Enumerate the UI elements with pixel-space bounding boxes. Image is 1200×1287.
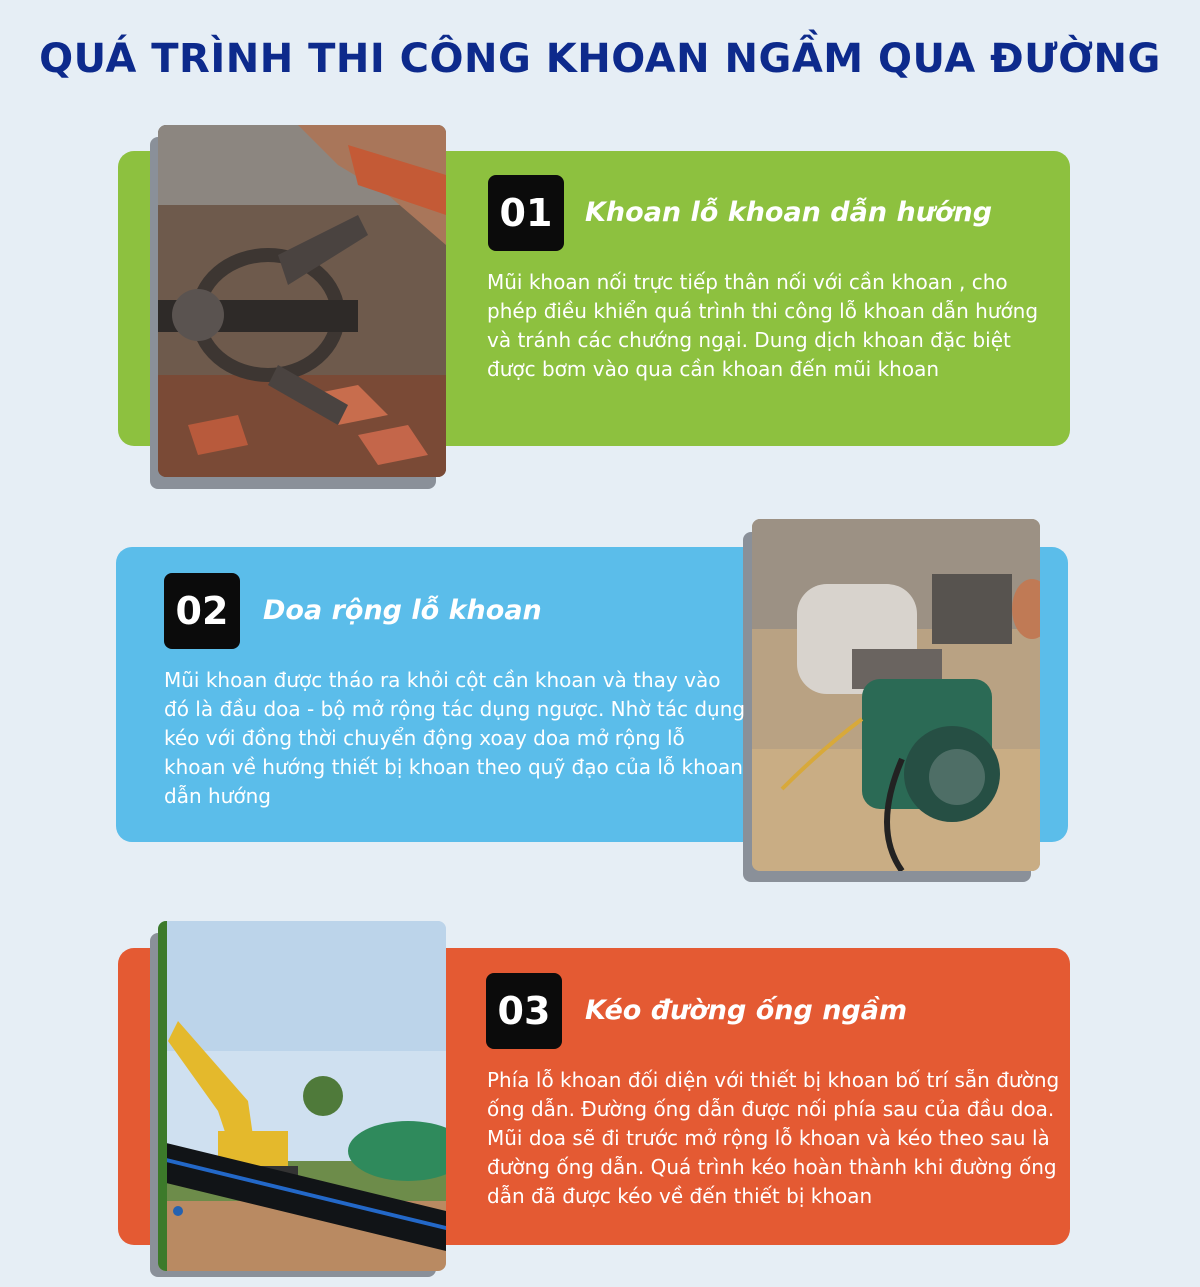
pipe-pulling-photo [158,921,446,1271]
step-1-title: Khoan lỗ khoan dẫn hướng [585,197,993,228]
drill-bit-photo [158,125,446,477]
step-3-description: Phía lỗ khoan đối diện với thiết bị khoan bố trí sẵn đường ống dẫn. Đường ống dẫn được nối phía sau của đầu doa. Mũi doa sẽ đi trước mở rộng lỗ khoan và kéo theo sau là đường ống dẫn. Quá trình kéo hoàn thành khi đường ống dẫn đã được kéo về đến thiết bị khoan [487,1068,1060,1208]
step-3-number-badge: 03 [486,973,562,1049]
step-2-description: Mũi khoan được tháo ra khỏi cột cần khoan và thay vào đó là đầu doa - bộ mở rộng tác dụng ngược. Nhờ tác dụng kéo với đồng thời chuyển động xoay doa mở rộng lỗ khoan về hướng thiết bị khoan theo quỹ đạo của lỗ khoan dẫn hướng [164,668,746,808]
reamer-photo [752,519,1040,871]
step-1-description: Mũi khoan nối trực tiếp thân nối với cần khoan , cho phép điều khiển quá trình thi công lỗ khoan dẫn hướng và tránh các chướng ngại. Dung dịch khoan đặc biệt được bơm vào qua cần khoan đến mũi khoan [487,270,1039,381]
step-2-number-badge: 02 [164,573,240,649]
page-title: QUÁ TRÌNH THI CÔNG KHOAN NGẦM QUA ĐƯỜNG [39,36,1161,82]
step-2-title: Doa rộng lỗ khoan [263,595,542,626]
step-1-number-badge: 01 [488,175,564,251]
step-3-title: Kéo đường ống ngầm [585,995,908,1026]
